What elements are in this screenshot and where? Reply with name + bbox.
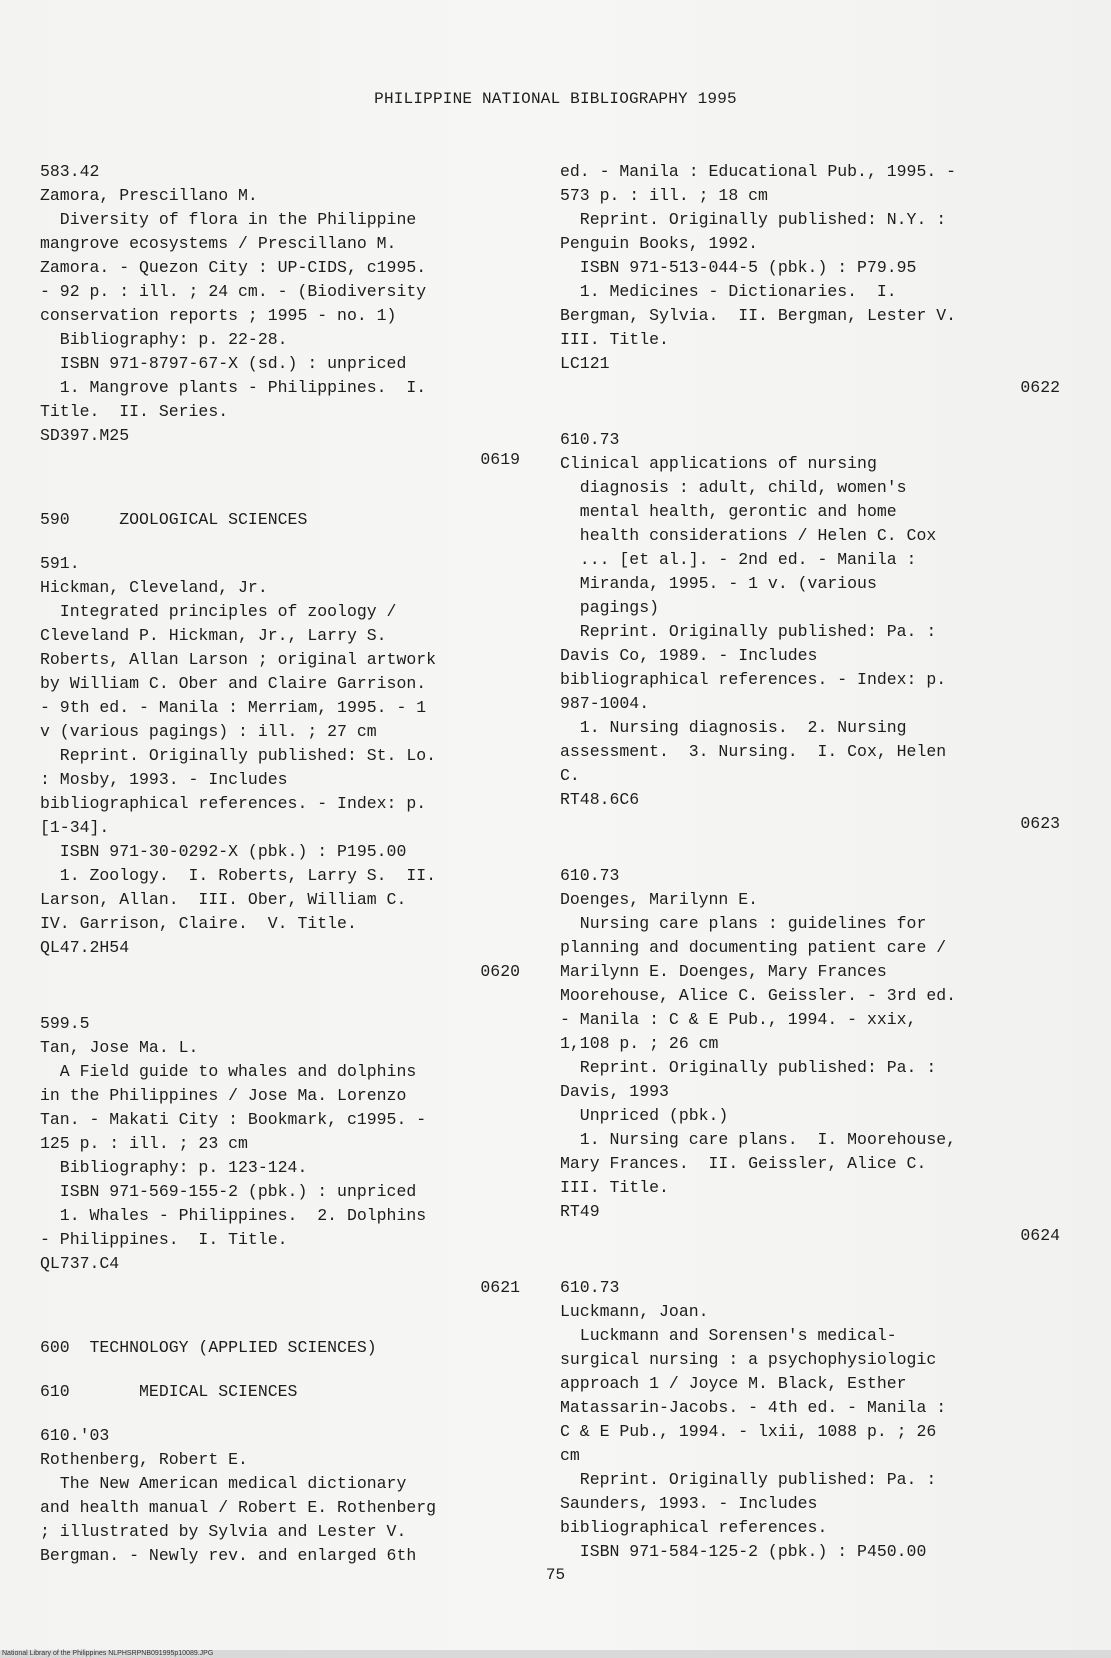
section-heading: 610 MEDICAL SCIENCES xyxy=(40,1382,298,1401)
entry-line: 610.73 xyxy=(560,866,620,885)
entry-line: assessment. 3. Nursing. I. Cox, Helen xyxy=(560,742,947,761)
entry-line: Larson, Allan. III. Ober, William C. xyxy=(40,890,407,909)
entry-line: SD397.M25 xyxy=(40,426,130,445)
entry-line: 1. Mangrove plants - Philippines. I. xyxy=(40,378,427,397)
entry-line: Mary Frances. II. Geissler, Alice C. xyxy=(560,1154,927,1173)
page-number: 75 xyxy=(545,1566,566,1584)
entry-line: Davis, 1993 xyxy=(560,1082,669,1101)
entry-line: 610.73 xyxy=(560,430,620,449)
entry-line: Penguin Books, 1992. xyxy=(560,234,759,253)
entry-line: 1. Nursing care plans. I. Moorehouse, xyxy=(560,1130,957,1149)
entry-line: pagings) xyxy=(560,598,660,617)
entry-line: [1-34]. xyxy=(40,818,110,837)
bibliography-entry xyxy=(40,552,520,984)
entry-line: Title. II. Series. xyxy=(40,402,229,421)
bibliography-entry xyxy=(560,160,1060,400)
entry-line: 591. xyxy=(40,554,80,573)
entry-line: Nursing care plans : guidelines for xyxy=(560,914,927,933)
entry-line: ISBN 971-513-044-5 (pbk.) : P79.95 xyxy=(560,258,917,277)
page-header: PHILIPPINE NATIONAL BIBLIOGRAPHY 1995 xyxy=(374,90,737,108)
entry-line: ed. - Manila : Educational Pub., 1995. - xyxy=(560,162,957,181)
entry-line: in the Philippines / Jose Ma. Lorenzo xyxy=(40,1086,407,1105)
entry-line: Luckmann and Sorensen's medical- xyxy=(560,1326,897,1345)
entry-number: 0619 xyxy=(480,450,520,469)
entry-line: health considerations / Helen C. Cox xyxy=(560,526,937,545)
entry-line: Davis Co, 1989. - Includes xyxy=(560,646,818,665)
entry-line: Matassarin-Jacobs. - 4th ed. - Manila : xyxy=(560,1398,947,1417)
entry-line: Bergman. - Newly rev. and enlarged 6th xyxy=(40,1546,417,1565)
entry-line: Unpriced (pbk.) xyxy=(560,1106,729,1125)
entry-line: Tan, Jose Ma. L. xyxy=(40,1038,199,1057)
entry-line: Reprint. Originally published: Pa. : xyxy=(560,622,937,641)
entry-line: RT48.6C6 xyxy=(560,790,640,809)
section-heading: 590 ZOOLOGICAL SCIENCES xyxy=(40,510,308,529)
entry-line: 1. Nursing diagnosis. 2. Nursing xyxy=(560,718,907,737)
entry-line: ISBN 971-584-125-2 (pbk.) : P450.00 xyxy=(560,1542,927,1561)
entry-line: Zamora, Prescillano M. xyxy=(40,186,258,205)
entry-line: mental health, gerontic and home xyxy=(560,502,897,521)
entry-line: 1. Zoology. I. Roberts, Larry S. II. xyxy=(40,866,437,885)
entry-number: 0624 xyxy=(1020,1226,1060,1245)
entry-line: Zamora. - Quezon City : UP-CIDS, c1995. xyxy=(40,258,427,277)
entry-line: Bibliography: p. 123-124. xyxy=(40,1158,308,1177)
entry-line: - 9th ed. - Manila : Merriam, 1995. - 1 xyxy=(40,698,427,717)
bibliography-entry xyxy=(40,160,520,472)
left-column xyxy=(40,160,520,1596)
entry-line: ; illustrated by Sylvia and Lester V. xyxy=(40,1522,407,1541)
entry-line: v (various pagings) : ill. ; 27 cm xyxy=(40,722,377,741)
entry-line: Roberts, Allan Larson ; original artwork xyxy=(40,650,437,669)
entry-line: mangrove ecosystems / Prescillano M. xyxy=(40,234,397,253)
entry-line: 1. Medicines - Dictionaries. I. xyxy=(560,282,897,301)
entry-line: surgical nursing : a psychophysiologic xyxy=(560,1350,937,1369)
entry-line: C & E Pub., 1994. - lxii, 1088 p. ; 26 xyxy=(560,1422,937,1441)
entry-line: Luckmann, Joan. xyxy=(560,1302,709,1321)
entry-line: RT49 xyxy=(560,1202,600,1221)
entry-number: 0620 xyxy=(480,962,520,981)
entry-line: C. xyxy=(560,766,580,785)
entry-number: 0621 xyxy=(480,1278,520,1297)
entry-line: Bibliography: p. 22-28. xyxy=(40,330,288,349)
entry-line: 1,108 p. ; 26 cm xyxy=(560,1034,719,1053)
entry-line: by William C. Ober and Claire Garrison. xyxy=(40,674,427,693)
entry-line: conservation reports ; 1995 - no. 1) xyxy=(40,306,397,325)
right-column xyxy=(560,160,1060,1592)
entry-line: - 92 p. : ill. ; 24 cm. - (Biodiversity xyxy=(40,282,427,301)
entry-line: III. Title. xyxy=(560,330,669,349)
entry-line: Tan. - Makati City : Bookmark, c1995. - xyxy=(40,1110,427,1129)
entry-line: Saunders, 1993. - Includes xyxy=(560,1494,818,1513)
entry-line: Reprint. Originally published: N.Y. : xyxy=(560,210,947,229)
entry-line: 610.73 xyxy=(560,1278,620,1297)
entry-line: The New American medical dictionary xyxy=(40,1474,407,1493)
entry-line: Rothenberg, Robert E. xyxy=(40,1450,248,1469)
entry-line: QL737.C4 xyxy=(40,1254,120,1273)
entry-line: Diversity of flora in the Philippine xyxy=(40,210,417,229)
entry-line: Moorehouse, Alice C. Geissler. - 3rd ed. xyxy=(560,986,957,1005)
entry-line: 599.5 xyxy=(40,1014,90,1033)
entry-number: 0622 xyxy=(1020,378,1060,397)
entry-line: QL47.2H54 xyxy=(40,938,130,957)
entry-line: ISBN 971-30-0292-X (pbk.) : P195.00 xyxy=(40,842,407,861)
entry-line: Bergman, Sylvia. II. Bergman, Lester V. xyxy=(560,306,957,325)
entry-line: approach 1 / Joyce M. Black, Esther xyxy=(560,1374,907,1393)
bibliography-entry xyxy=(40,1012,520,1300)
entry-line: ... [et al.]. - 2nd ed. - Manila : xyxy=(560,550,917,569)
entry-line: cm xyxy=(560,1446,580,1465)
entry-line: III. Title. xyxy=(560,1178,669,1197)
entry-line: 583.42 xyxy=(40,162,100,181)
entry-line: 987-1004. xyxy=(560,694,650,713)
entry-line: bibliographical references. - Index: p. xyxy=(40,794,427,813)
entry-line: planning and documenting patient care / xyxy=(560,938,947,957)
entry-line: 125 p. : ill. ; 23 cm xyxy=(40,1134,248,1153)
entry-number: 0623 xyxy=(1020,814,1060,833)
entry-line: bibliographical references. - Index: p. xyxy=(560,670,947,689)
entry-line: A Field guide to whales and dolphins xyxy=(40,1062,417,1081)
entry-line: 573 p. : ill. ; 18 cm xyxy=(560,186,768,205)
entry-line: Hickman, Cleveland, Jr. xyxy=(40,578,268,597)
entry-line: Cleveland P. Hickman, Jr., Larry S. xyxy=(40,626,387,645)
entry-line: IV. Garrison, Claire. V. Title. xyxy=(40,914,357,933)
section-heading: 600 TECHNOLOGY (APPLIED SCIENCES) xyxy=(40,1338,377,1357)
entry-line: Integrated principles of zoology / xyxy=(40,602,397,621)
entry-line: Clinical applications of nursing xyxy=(560,454,877,473)
entry-line: Reprint. Originally published: Pa. : xyxy=(560,1058,937,1077)
entry-line: Doenges, Marilynn E. xyxy=(560,890,759,909)
bibliography-entry xyxy=(560,864,1060,1248)
entry-line: 610.'03 xyxy=(40,1426,110,1445)
bibliography-entry xyxy=(560,1276,1060,1564)
scan-footer: National Library of the Philippines NLPHSRPNB091995p10089.JPG xyxy=(0,1650,1111,1658)
entry-line: : Mosby, 1993. - Includes xyxy=(40,770,288,789)
entry-line: LC121 xyxy=(560,354,610,373)
entry-line: diagnosis : adult, child, women's xyxy=(560,478,907,497)
entry-line: and health manual / Robert E. Rothenberg xyxy=(40,1498,437,1517)
entry-line: Miranda, 1995. - 1 v. (various xyxy=(560,574,877,593)
entry-line: 1. Whales - Philippines. 2. Dolphins xyxy=(40,1206,427,1225)
entry-line: bibliographical references. xyxy=(560,1518,828,1537)
entry-line: Reprint. Originally published: Pa. : xyxy=(560,1470,937,1489)
entry-line: Reprint. Originally published: St. Lo. xyxy=(40,746,437,765)
entry-line: Marilynn E. Doenges, Mary Frances xyxy=(560,962,887,981)
entry-line: - Manila : C & E Pub., 1994. - xxix, xyxy=(560,1010,917,1029)
entry-line: ISBN 971-8797-67-X (sd.) : unpriced xyxy=(40,354,407,373)
entry-line: - Philippines. I. Title. xyxy=(40,1230,288,1249)
entry-line: ISBN 971-569-155-2 (pbk.) : unpriced xyxy=(40,1182,417,1201)
bibliography-entry xyxy=(40,1424,520,1568)
bibliography-entry xyxy=(560,428,1060,836)
